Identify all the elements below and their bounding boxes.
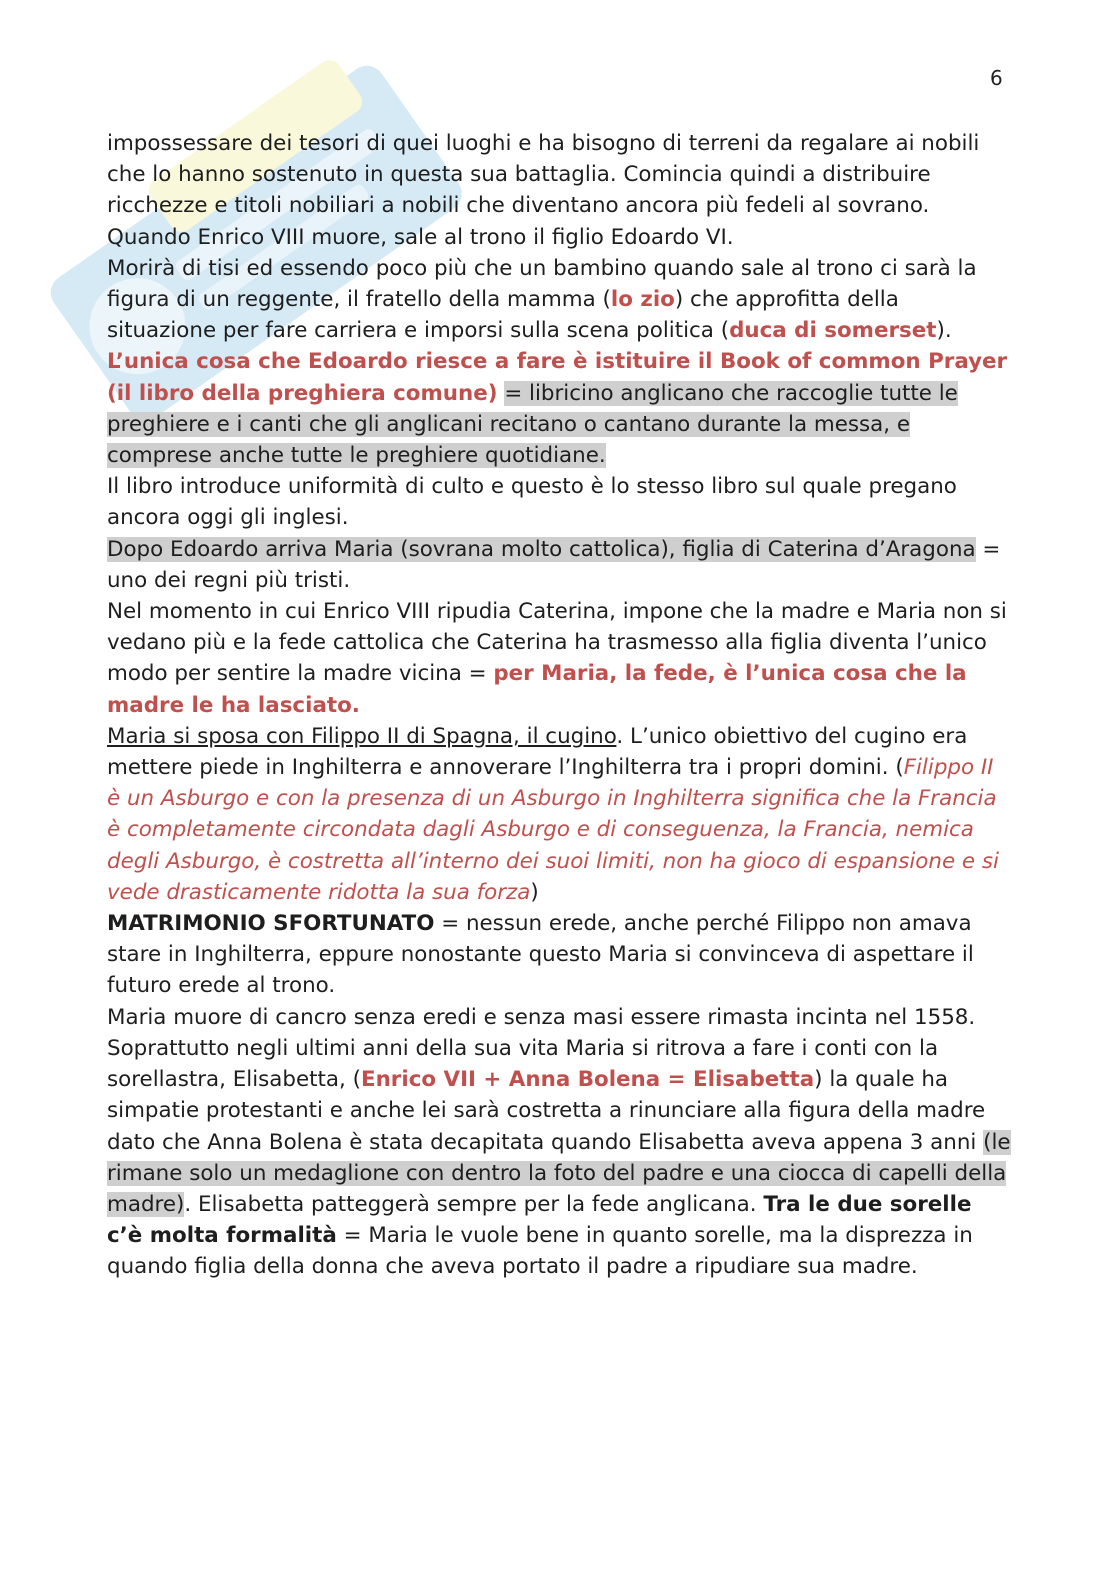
text-run: Filippo II è un Asburgo e con la presenza di un Asburgo in Inghilterra significa che la Francia è completamente circondata dagli Asburgo e di conseguenza, la Francia, nemica degli Asburgo, è costretta all’interno dei suoi limiti, non ha gioco di espansione e si vede drasticamente ridotta la sua forza: [107, 755, 999, 905]
paragraph: [107, 222, 1012, 253]
text-run: = libricino anglicano che raccoglie tutte le preghiere e i canti che gli anglicani recitano o cantano durante la messa, e comprese anche tutte le preghiere quotidiane.: [107, 380, 958, 469]
text-run: Soprattutto negli ultimi anni della sua vita Maria si ritrova a fare i conti con la sorellastra, Elisabetta, (: [107, 1035, 939, 1093]
page-number: 6: [990, 66, 1003, 90]
paragraph: [107, 253, 1012, 347]
text-run: MATRIMONIO SFORTUNATO: [107, 911, 435, 937]
text-run: = nessun erede, anche perché Filippo non amava stare in Inghilterra, eppure nonostante questo Maria si convinceva di aspettare il futuro erede al trono.: [107, 911, 974, 999]
text-run: lo zio: [610, 287, 675, 313]
text-run: = uno dei regni più tristi.: [107, 536, 1001, 593]
text-run: . L’unico obiettivo del cugino era mettere piede in Inghilterra e annoverare l’Inghilterra tra i propri domini. (: [107, 723, 968, 781]
text-run: Dopo Edoardo arriva Maria (sovrana molto cattolica), figlia di Caterina d’Aragona: [107, 536, 976, 562]
text-run: duca di somerset: [729, 318, 937, 344]
text-run: Quando Enrico VIII muore, sale al trono il figlio Edoardo VI.: [107, 224, 734, 250]
text-run: Maria muore di cancro senza eredi e senza masi essere rimasta incinta nel 1558.: [107, 1004, 976, 1030]
text-run: Il libro introduce uniformità di culto e questo è lo stesso libro sul quale pregano ancora oggi gli inglesi.: [107, 474, 957, 531]
text-run: Enrico VII + Anna Bolena = Elisabetta: [360, 1067, 815, 1093]
text-run: (le rimane solo un medaglione con dentro la foto del padre e una ciocca di capelli della madre): [107, 1129, 1011, 1217]
text-run: Tra le due sorelle c’è molta formalità: [107, 1191, 972, 1249]
paragraph: [107, 128, 1012, 222]
text-run: ): [530, 879, 539, 905]
text-run: ) che approfitta della situazione per fare carriera e imporsi sulla scena politica (: [107, 287, 899, 344]
text-run: L’unica cosa che Edoardo riesce a fare è istituire il Book of common Prayer (il libro della preghiera comune): [107, 349, 1008, 406]
text-run: = Maria le vuole bene in quanto sorelle, ma la disprezza in quando figlia della donna che aveva portato il padre a ripudiare sua madre.: [107, 1223, 973, 1280]
paragraph: [107, 1002, 1012, 1033]
text-run: Morirà di tisi ed essendo poco più che un bambino quando sale al trono ci sarà la figura di un reggente, il fratello della mamma (: [107, 255, 977, 313]
text-run: ).: [936, 318, 952, 344]
text-run: ) la quale ha simpatie protestanti e anche lei sarà costretta a rinunciare alla figura della madre dato che Anna Bolena è stata decapitata quando Elisabetta aveva appena 3 anni: [107, 1067, 986, 1155]
paragraph: [107, 596, 1012, 721]
paragraph: [107, 721, 1012, 908]
document-body: [107, 128, 1012, 1283]
text-run: Maria si sposa con Filippo II di Spagna, il cugino: [107, 723, 617, 749]
text-run: . Elisabetta patteggerà sempre per la fede anglicana.: [184, 1191, 764, 1217]
paragraph: [107, 1033, 1012, 1283]
paragraph: [107, 346, 1012, 471]
paragraph: [107, 471, 1012, 533]
text-run: per Maria, la fede, è l’unica cosa che la madre le ha lasciato.: [107, 661, 967, 718]
text-run: Nel momento in cui Enrico VIII ripudia Caterina, impone che la madre e Maria non si vedano più e la fede cattolica che Caterina ha trasmesso alla figlia diventa l’unico modo per sentire la madre vicina =: [107, 599, 1007, 687]
paragraph: [107, 908, 1012, 1002]
text-run: impossessare dei tesori di quei luoghi e ha bisogno di terreni da regalare ai nobili che lo hanno sostenuto in questa sua battaglia. Comincia quindi a distribuire ricchezze e titoli nobiliari a nobili che diventano ancora più fedeli al sovrano.: [107, 131, 980, 219]
paragraph: [107, 534, 1012, 596]
